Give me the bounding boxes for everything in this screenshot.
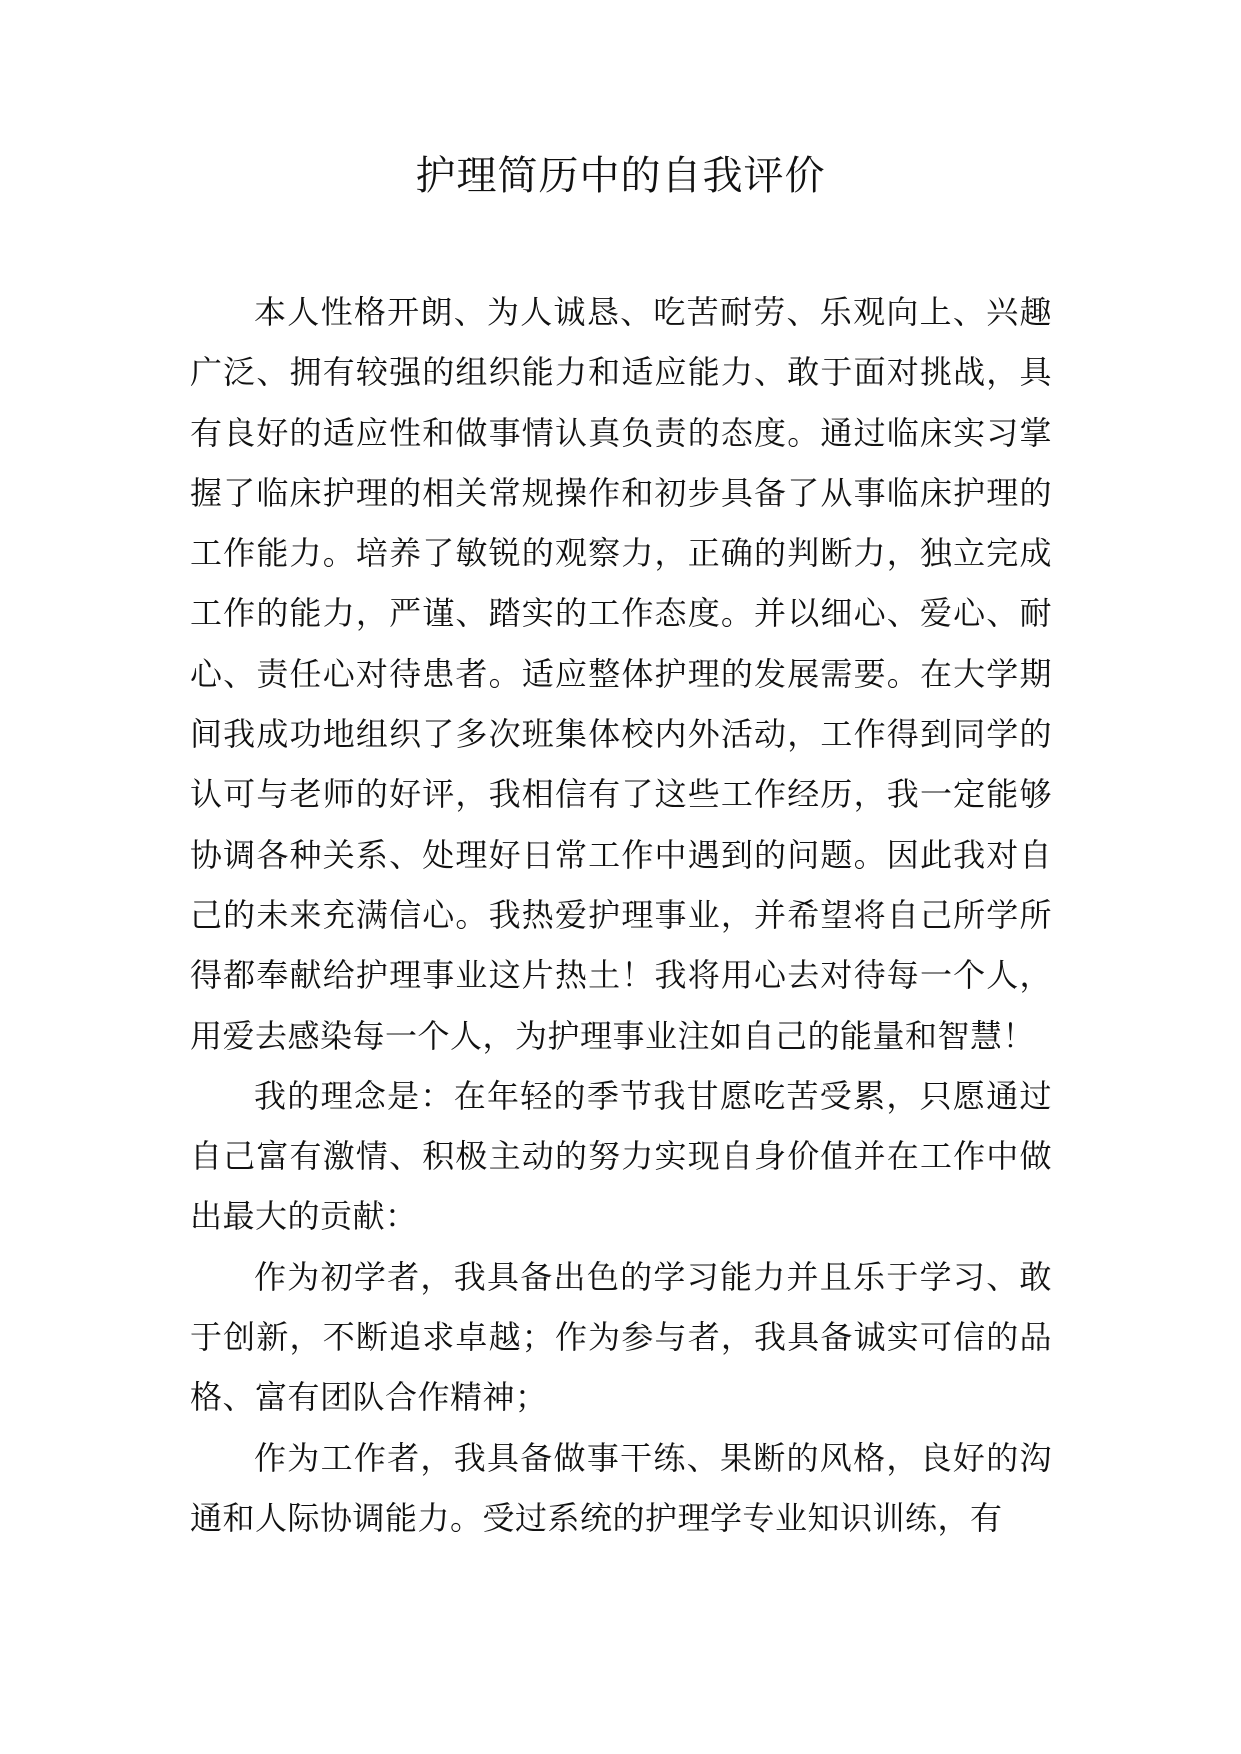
- paragraph-as-worker: 作为工作者，我具备做事干练、果断的风格，良好的沟通和人际协调能力。受过系统的护理学专业知识训练，有: [190, 1438, 1052, 1537]
- paragraph-self-evaluation: 本人性格开朗、为人诚恳、吃苦耐劳、乐观向上、兴趣广泛、拥有较强的组织能力和适应能力、敢于面对挑战，具有良好的适应性和做事情认真负责的态度。通过临床实习掌握了临床护理的相关常规操作和初步具备了从事临床护理的工作能力。培养了敏锐的观察力，正确的判断力，独立完成工作的能力，严谨、踏实的工作态度。并以细心、爱心、耐心、责任心对待患者。适应整体护理的发展需要。在大学期间我成功地组织了多次班集体校内外活动，工作得到同学的认可与老师的好评，我相信有了这些工作经历，我一定能够协调各种关系、处理好日常工作中遇到的问题。因此我对自己的未来充满信心。我热爱护理事业，并希望将自己所学所得都奉献给护理事业这片热土！我将用心去对待每一个人，用爱去感染每一个人，为护理事业注如自己的能量和智慧！: [190, 293, 1052, 1055]
- document-body: [190, 282, 1052, 1548]
- paragraph-philosophy: 我的理念是：在年轻的季节我甘愿吃苦受累，只愿通过自己富有激情、积极主动的努力实现自身价值并在工作中做出最大的贡献：: [190, 1076, 1052, 1236]
- document-title: 护理简历中的自我评价: [415, 153, 826, 199]
- paragraph-as-learner: 作为初学者，我具备出色的学习能力并且乐于学习、敢于创新，不断追求卓越；作为参与者，我具备诚实可信的品格、富有团队合作精神；: [190, 1257, 1052, 1417]
